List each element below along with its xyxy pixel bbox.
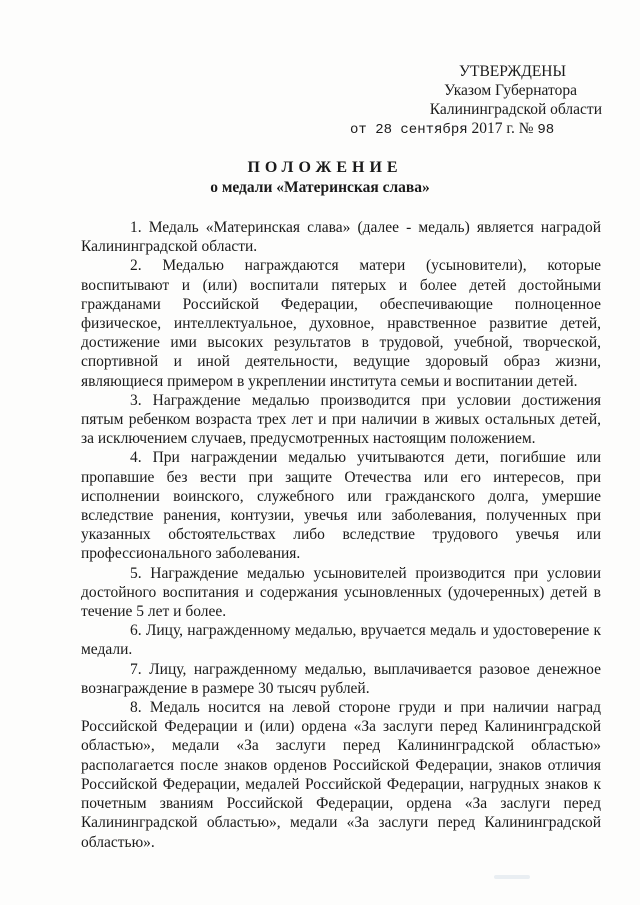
number-sign: № — [518, 120, 534, 137]
paragraph-7: 7. Лицу, награжденному медалью, выплачивается разовое денежное вознаграждение в размере 30 тысяч рублей. — [81, 660, 601, 697]
approval-number: 98 — [537, 122, 555, 138]
document-heading — [0, 158, 640, 198]
paragraph-8: 8. Медаль носится на левой стороне груди и при наличии наград Российской Федерации и (или) ордена «За заслуги перед Калининградской областью», медали «За заслуги перед Калининградской областью» располагается после знаков орденов Российской Федерации, знаков отличия Российской Федерации, медалей Российской Федерации, нагрудных знаков к почетным званиям Российской Федерации, ордена «За заслуги перед Калининградской областью», медали «За заслуги перед Калининградской областью». — [81, 699, 601, 851]
paragraph-5: 5. Награждение медалью усыновителей производится при условии достойного воспитания и содержания усыновленных (удочеренных) детей в течение 5 лет и более. — [81, 564, 601, 621]
approval-date: от 28 сентября — [350, 122, 468, 138]
paragraph-1: 1. Медаль «Материнская слава» (далее - медаль) является наградой Калининградской области. — [81, 219, 601, 256]
approval-date-line — [322, 119, 602, 140]
paragraph-6: 6. Лицу, награжденному медалью, вручается медаль и удостоверение к медали. — [81, 622, 601, 659]
approved-region: Калининградской области — [429, 101, 602, 118]
document-subtitle: о медали «Материнская слава» — [210, 179, 430, 196]
approved-by: Указом Губернатора — [444, 82, 577, 99]
paragraph-4: 4. При награждении медалью учитываются дети, погибшие или пропавшие без вести при защите Отечества или его интересов, при исполнении воинского, служебного или гражданского долга, умершие вследствие ранения, контузии, увечья или заболевания, полученных при указанных обстоятельствах либо вследствие трудового увечья или профессионального заболевания. — [81, 449, 601, 563]
approval-year: 2017 г. — [471, 120, 515, 137]
scan-artifact — [494, 875, 530, 879]
paragraph-3: 3. Награждение медалью производится при условии достижения пятым ребенком возраста трех лет и при наличии в живых остальных детей, за исключением случаев, предусмотренных настоящим положением. — [81, 391, 601, 448]
document-title: ПОЛОЖЕНИЕ — [247, 159, 403, 176]
document-body — [81, 218, 601, 852]
paragraph-2: 2. Медалью награждаются матери (усыновители), которые воспитывают и (или) воспитали пятерых и более детей достойными гражданами Российской Федерации, обеспечивающие полноценное физическое, интеллектуальное, духовное, нравственное развитие детей, достижение ими высоких результатов в трудовой, учебной, творческой, спортивной и иной деятельности, ведущие здоровый образ жизни, являющиеся примером в укреплении института семьи и воспитании детей. — [81, 257, 601, 390]
approval-stamp — [322, 62, 602, 140]
approved-label: УТВЕРЖДЕНЫ — [459, 63, 566, 80]
